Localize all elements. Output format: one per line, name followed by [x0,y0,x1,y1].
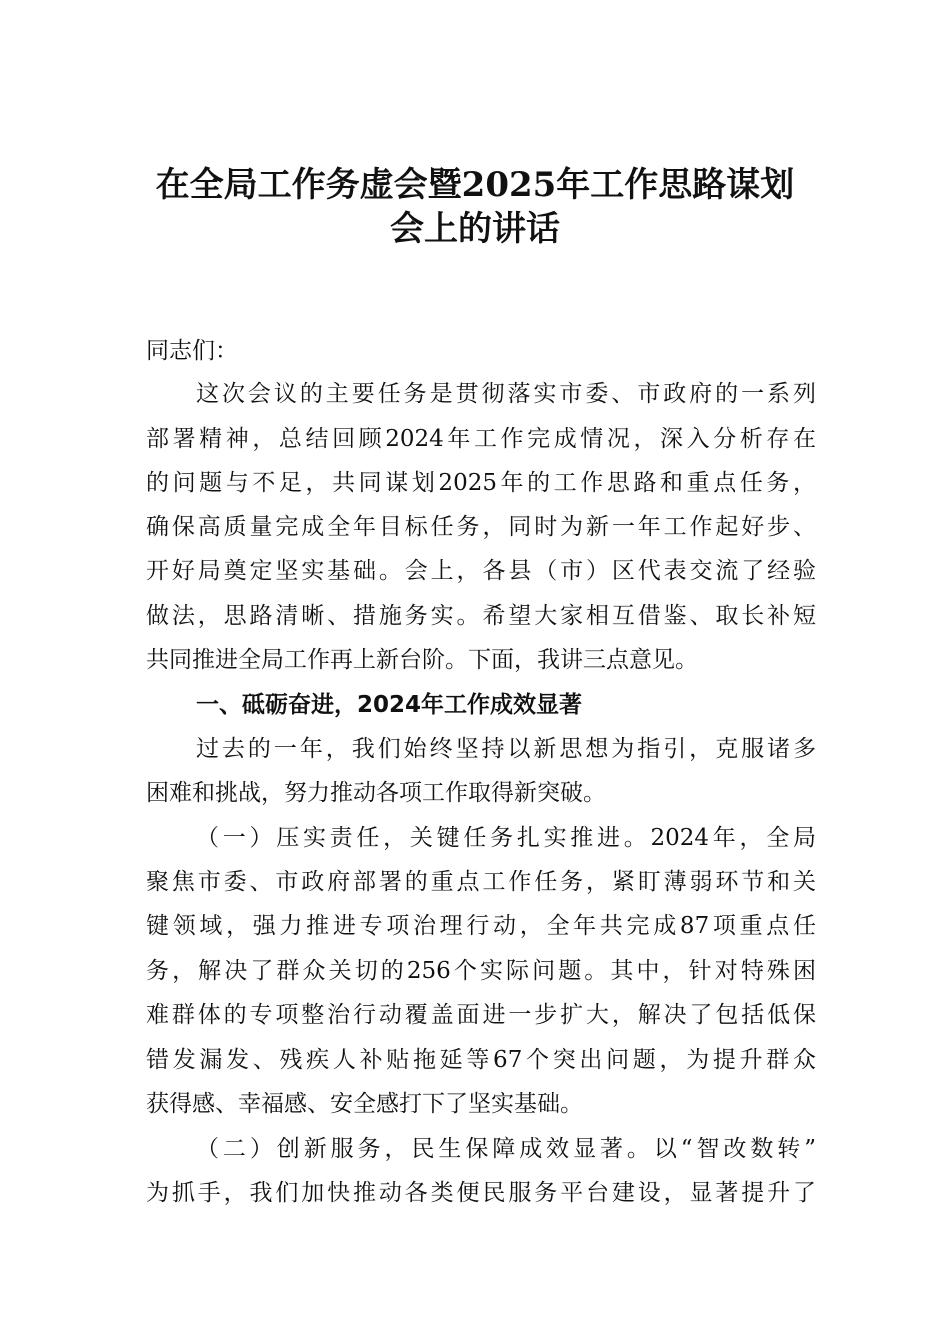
subsection-2-line: 为抓手，我们加快推动各类便民服务平台建设，显著提升了 [146,1180,816,1206]
subsection-1-line: 难群体的专项整治行动覆盖面进一步扩大，解决了包括低保 [146,1002,816,1028]
section-1-intro-line: 过去的一年，我们始终坚持以新思想为指引，克服诸多 [196,736,816,762]
subsection-1-line: 键领域，强力推进专项治理行动，全年共完成87项重点任 [146,913,816,939]
intro-line: 部署精神，总结回顾2024年工作完成情况，深入分析存在 [146,426,816,452]
document-title-line-2: 会上的讲话 [390,209,560,249]
intro-line: 做法，思路清晰、措施务实。希望大家相互借鉴、取长补短 [146,603,816,629]
subsection-1-line: （一）压实责任，关键任务扎实推进。2024年，全局 [196,825,816,851]
intro-line: 这次会议的主要任务是贯彻落实市委、市政府的一系列 [196,381,816,407]
section-1-heading: 一、砥砺奋进，2024年工作成效显著 [196,692,583,718]
intro-line: 共同推进全局工作再上新台阶。下面，我讲三点意见。 [146,647,698,673]
intro-line: 确保高质量完成全年目标任务，同时为新一年工作起好步、 [146,514,816,540]
salutation: 同志们： [146,338,238,364]
subsection-1-line: 务，解决了群众关切的256个实际问题。其中，针对特殊困 [146,958,816,984]
section-1-intro-line: 困难和挑战，努力推动各项工作取得新突破。 [146,780,606,806]
subsection-2-line: （二）创新服务，民生保障成效显著。以“智改数转” [196,1136,816,1162]
subsection-1-line: 获得感、幸福感、安全感打下了坚实基础。 [146,1091,583,1117]
intro-line: 的问题与不足，共同谋划2025年的工作思路和重点任务， [146,470,816,496]
subsection-1-line: 聚焦市委、市政府部署的重点工作任务，紧盯薄弱环节和关 [146,869,816,895]
subsection-1-line: 错发漏发、残疾人补贴拖延等67个突出问题，为提升群众 [146,1047,816,1073]
intro-line: 开好局奠定坚实基础。会上，各县（市）区代表交流了经验 [146,558,816,584]
document-title-line-1: 在全局工作务虚会暨2025年工作思路谋划 [155,165,795,205]
